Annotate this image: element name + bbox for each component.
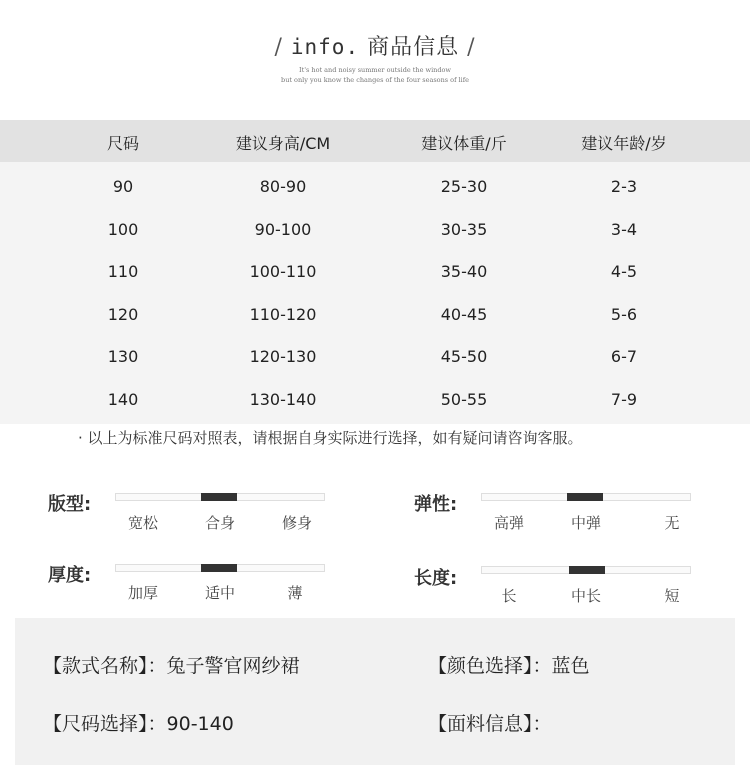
table-cell: 35-40 [440,262,488,281]
length-scale-track [481,566,691,574]
subtitle-line-2: but only you know the changes of the four seasons of life [281,76,469,84]
table-header-cell: 建议年龄/岁 [581,134,667,153]
table-cell: 110 [107,262,139,281]
color-label: 【颜色选择】 [428,655,533,677]
size-label: 【尺码选择】 [43,713,148,735]
table-cell: 45-50 [440,347,488,366]
color-value: ：蓝色 [532,655,590,677]
table-cell: 130-140 [249,390,317,409]
length-option: 中长 [570,587,601,605]
fabric-row [428,709,552,736]
table-cell: 25-30 [440,177,488,196]
length-scale-marker [569,566,605,574]
product-info-box [15,618,735,765]
table-cell: 80-90 [259,177,307,196]
style-name-label: 【款式名称】 [43,655,148,677]
table-cell: 3-4 [610,220,638,239]
fit-option: 修身 [281,514,312,532]
table-cell: 110-120 [249,305,317,324]
table-cell: 50-55 [440,390,488,409]
title-latin: info. [290,35,360,59]
elasticity-scale-track [481,493,691,501]
style-name-row [43,651,300,678]
table-cell: 100 [107,220,139,239]
table-cell: 40-45 [440,305,488,324]
page-title [0,30,750,61]
length-option: 长 [501,587,517,605]
thickness-scale-track [115,564,325,572]
title-slash-right: / [467,35,476,60]
size-row [43,709,234,736]
table-cell: 5-6 [610,305,638,324]
table-cell: 120 [107,305,139,324]
elasticity-option: 高弹 [493,514,524,532]
table-header-cell: 尺码 [106,134,139,153]
thickness-scale-marker [201,564,237,572]
thickness-option: 适中 [204,584,235,602]
table-header-cell: 建议体重/斤 [421,134,507,153]
table-cell: 6-7 [610,347,638,366]
fabric-label: 【面料信息】 [428,713,533,735]
length-option: 短 [664,587,680,605]
style-name-value: ：兔子警官网纱裙 [147,655,300,677]
elasticity-option: 中弹 [570,514,601,532]
fabric-value: ： [532,713,552,735]
fit-label: 版型: [48,494,92,515]
table-cell: 120-130 [249,347,317,366]
table-cell: 130 [107,347,139,366]
table-header-cell: 建议身高/CM [235,134,331,153]
color-row [428,651,590,678]
size-value: ：90-140 [147,713,234,735]
thickness-label: 厚度: [48,565,92,586]
table-cell: 90 [112,177,134,196]
table-cell: 4-5 [610,262,638,281]
table-cell: 90-100 [254,220,312,239]
elasticity-scale-marker [567,493,603,501]
elasticity-option: 无 [664,514,680,532]
thickness-option: 薄 [287,584,303,602]
table-cell: 140 [107,390,139,409]
size-table [0,120,750,424]
size-table-note: · 以上为标准尺码对照表，请根据自身实际进行选择，如有疑问请咨询客服。 [78,429,583,447]
title-cn: 商品信息 [367,35,460,60]
fit-scale-track [115,493,325,501]
elasticity-label: 弹性: [414,494,458,515]
title-slash-left: / [274,35,283,60]
thickness-option: 加厚 [127,584,158,602]
table-cell: 2-3 [610,177,638,196]
table-cell: 100-110 [249,262,317,281]
fit-option: 合身 [204,514,235,532]
subtitle-line-1: It's hot and noisy summer outside the window [299,66,451,74]
table-header-row [0,120,750,162]
fit-option: 宽松 [127,514,158,532]
fit-scale-marker [201,493,237,501]
length-label: 长度: [414,568,458,589]
table-cell: 7-9 [610,390,638,409]
table-cell: 30-35 [440,220,488,239]
